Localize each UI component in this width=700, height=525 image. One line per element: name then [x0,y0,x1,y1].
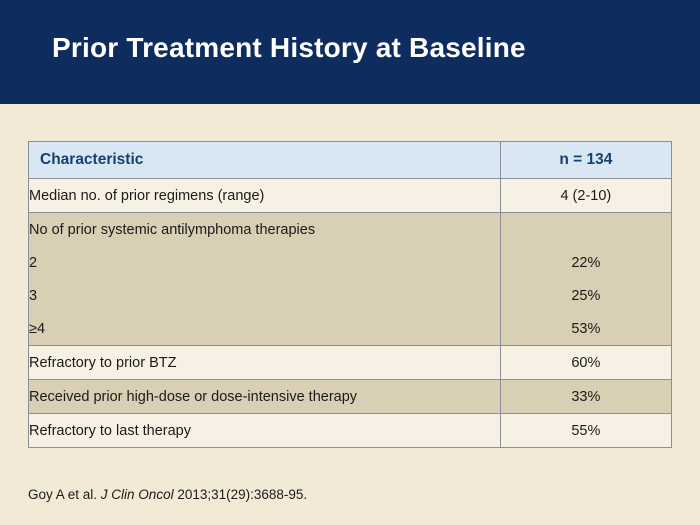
row-label: ≥4 [29,312,501,346]
column-header-n: n = 134 [500,142,671,179]
row-label: Received prior high-dose or dose-intensive therapy [29,380,501,414]
row-label: Refractory to last therapy [29,414,501,448]
row-label: 2 [29,246,501,279]
table-row [29,179,672,213]
citation-details: 2013;31(29):3688-95. [173,487,308,502]
row-value [500,213,671,247]
table-row [29,279,672,312]
citation [28,487,307,502]
row-label: 3 [29,279,501,312]
table-row [29,213,672,247]
row-label: Refractory to prior BTZ [29,346,501,380]
table-row [29,312,672,346]
row-value: 55% [500,414,671,448]
row-label: No of prior systemic antilymphoma therapies [29,213,501,247]
row-value: 4 (2-10) [500,179,671,213]
title-bar [0,0,700,104]
row-value: 33% [500,380,671,414]
column-header-characteristic: Characteristic [29,142,501,179]
row-value: 25% [500,279,671,312]
table-header-row [29,142,672,179]
prior-treatment-table-container [28,141,672,448]
citation-authors: Goy A et al. [28,487,101,502]
table-row [29,414,672,448]
row-label: Median no. of prior regimens (range) [29,179,501,213]
row-value: 60% [500,346,671,380]
row-value: 22% [500,246,671,279]
row-value: 53% [500,312,671,346]
table-row [29,346,672,380]
prior-treatment-table [28,141,672,448]
table-row [29,380,672,414]
table-row [29,246,672,279]
citation-journal: J Clin Oncol [100,487,174,502]
page-title: Prior Treatment History at Baseline [52,32,526,63]
